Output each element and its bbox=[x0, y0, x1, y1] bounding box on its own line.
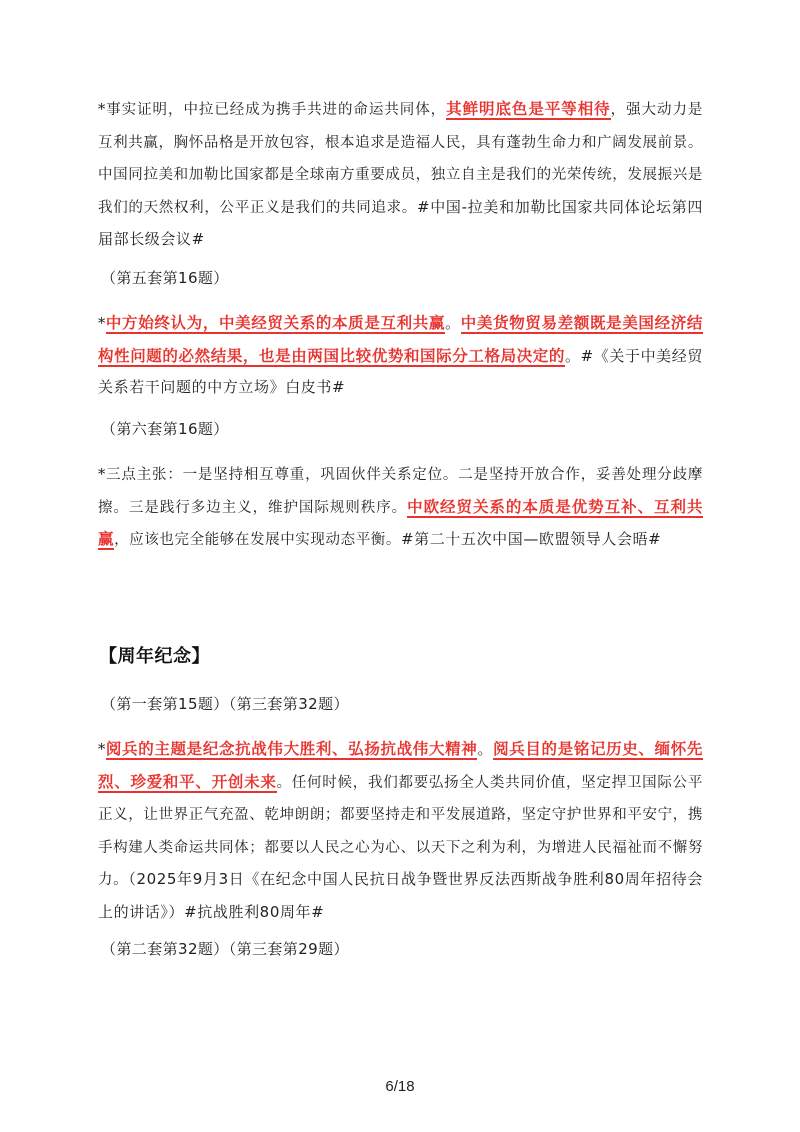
bullet-star: * bbox=[98, 316, 106, 332]
section-heading: 【周年纪念】 bbox=[99, 646, 210, 667]
highlight-text: 其鲜明底色是平等相待 bbox=[446, 100, 611, 118]
bullet-star: * bbox=[98, 467, 106, 483]
highlight-text: 阅兵目的是铭记历史、缅怀先烈、珍爱和平、开创未来 bbox=[98, 740, 703, 791]
paragraph-text: ，应该也完全能够在发展中实现动态平衡。 bbox=[114, 532, 402, 548]
paragraph-text: 。 bbox=[477, 740, 494, 758]
question-reference: （第一套第15题）（第三套第32题） bbox=[101, 695, 349, 713]
paragraph-text: ，强大动力是互利共赢，胸怀品格是开放包容，根本追求是造福人民，具有蓬勃生命力和广阔发展前景。中国同拉美和加勒比国家都是全球南方重要成员，独立自主是我们的光荣传统，发展振兴是我们的天然权利，公平正义是我们的共同追求。 bbox=[98, 102, 703, 216]
citation-and-hashtag: （2025年9月3日《在纪念中国人民抗日战争暨世界反法西斯战争胜利80周年招待会上的讲话》）#抗战胜利80周年# bbox=[98, 870, 703, 921]
paragraph-parade bbox=[98, 734, 703, 928]
hashtag: #中国-拉美和加勒比国家共同体论坛第四届部长级会议# bbox=[98, 197, 703, 248]
paragraph-china-latin-america bbox=[98, 94, 703, 256]
paragraph-text: 。任何时候，我们都要弘扬全人类共同价值，坚定捍卫国际公平正义，让世界正气充盈、乾坤朗朗；都要坚持走和平发展道路，坚定守护世界和平安宁，携手构建人类命运共同体；都要以人民之心为心、以天下之利为利，为增进人民福祉而不懈努力。 bbox=[98, 774, 703, 888]
question-reference: （第五套第16题） bbox=[101, 269, 229, 287]
bullet-star: * bbox=[98, 102, 106, 118]
highlight-text: 中欧经贸关系的本质是优势互补、互利共赢 bbox=[98, 497, 704, 548]
hashtag: #第二十五次中国—欧盟领导人会晤# bbox=[401, 530, 662, 548]
highlight-text: 中方始终认为，中美经贸关系的本质是互利共赢 bbox=[105, 314, 446, 332]
highlight-text: 阅兵的主题是纪念抗战伟大胜利、弘扬抗战伟大精神 bbox=[105, 740, 478, 758]
paragraph-text: 。#《关于中美经贸关系若干问题的中方立场》白皮书# bbox=[98, 346, 703, 396]
highlight-text: 中美货物贸易差额既是美国经济结构性问题的必然结果，也是由两国比较优势和国际分工格局决定的 bbox=[98, 314, 703, 365]
bullet-star: * bbox=[98, 742, 106, 758]
question-reference: （第二套第32题）（第三套第29题） bbox=[101, 940, 349, 958]
paragraph-text: 事实证明，中拉已经成为携手共进的命运共同体， bbox=[105, 102, 447, 118]
paragraph-china-eu bbox=[98, 459, 703, 557]
page-number: 6/18 bbox=[385, 1078, 415, 1095]
paragraph-text: 。 bbox=[445, 314, 461, 332]
paragraph-text: 三点主张：一是坚持相互尊重，巩固伙伴关系定位。二是坚持开放合作，妥善处理分歧摩擦。三是践行多边主义，维护国际规则秩序。 bbox=[98, 467, 703, 516]
paragraph-china-us-trade bbox=[98, 308, 703, 404]
question-reference: （第六套第16题） bbox=[101, 420, 229, 438]
